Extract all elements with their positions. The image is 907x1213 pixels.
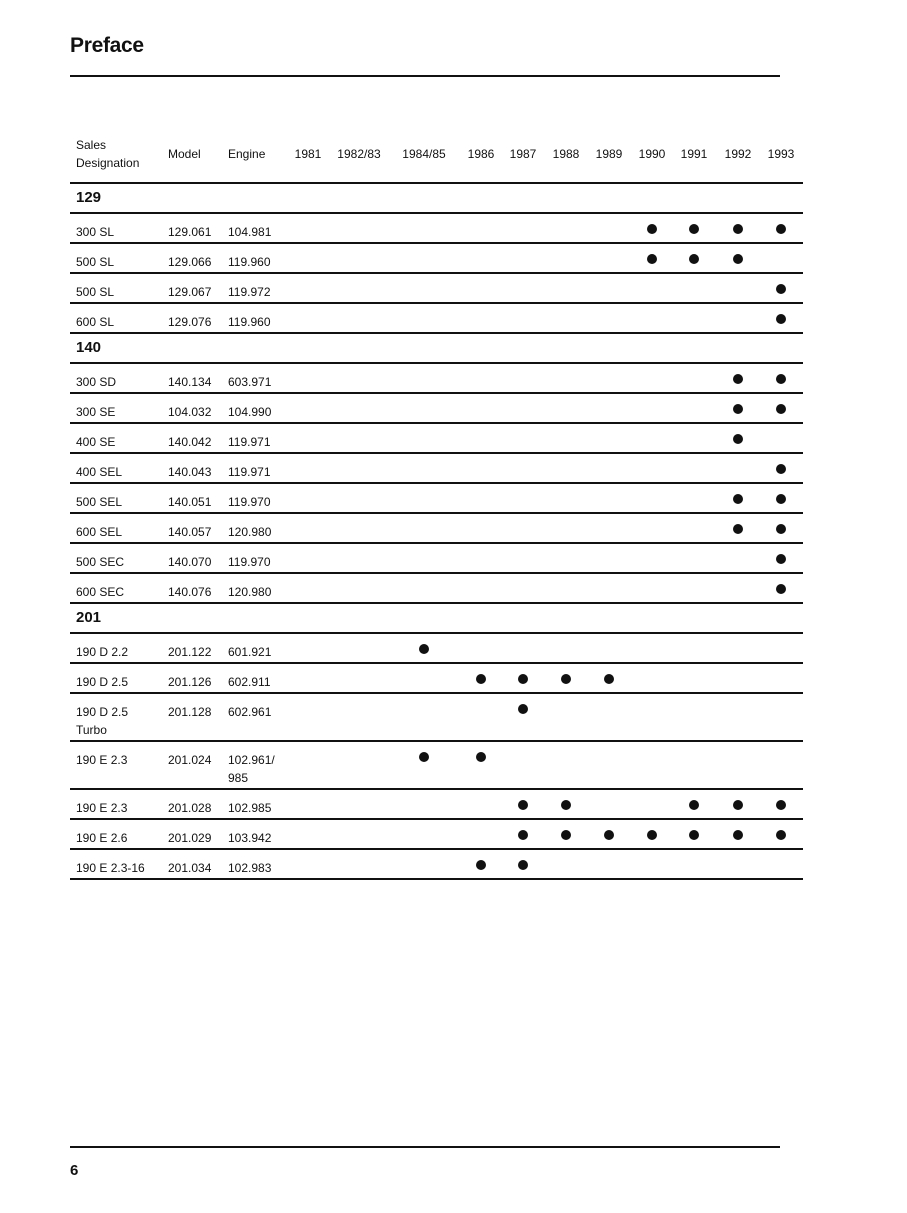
model-cell: 201.024 bbox=[168, 753, 212, 767]
sales-designation-cell: 190 E 2.3 bbox=[76, 753, 128, 767]
model-cell: 140.042 bbox=[168, 435, 212, 449]
availability-dot bbox=[689, 254, 699, 264]
engine-cell: 602.961 bbox=[228, 705, 272, 719]
group-label: 129 bbox=[76, 189, 102, 206]
engine-cell: 120.980 bbox=[228, 585, 272, 599]
header-year: 1991 bbox=[680, 147, 708, 161]
engine-cell: 102.985 bbox=[228, 801, 272, 815]
availability-dot bbox=[733, 434, 743, 444]
table-row bbox=[70, 514, 803, 544]
header-year: 1981 bbox=[294, 147, 322, 161]
availability-dot bbox=[689, 830, 699, 840]
availability-dot bbox=[776, 224, 786, 234]
model-cell: 201.034 bbox=[168, 861, 212, 875]
availability-dot bbox=[776, 830, 786, 840]
sales-designation-cell: 500 SL bbox=[76, 285, 115, 299]
availability-dot bbox=[776, 524, 786, 534]
page-number: 6 bbox=[70, 1162, 79, 1179]
header-year: 1992 bbox=[724, 147, 752, 161]
availability-dot bbox=[476, 674, 486, 684]
page-title: Preface bbox=[70, 34, 144, 57]
availability-dot bbox=[733, 254, 743, 264]
engine-cell: 119.960 bbox=[228, 315, 271, 329]
engine-cell: 119.970 bbox=[228, 555, 271, 569]
engine-cell: 102.983 bbox=[228, 861, 272, 875]
availability-dot bbox=[689, 224, 699, 234]
engine-cell: 119.971 bbox=[228, 465, 271, 479]
availability-dot bbox=[776, 494, 786, 504]
model-cell: 129.061 bbox=[168, 225, 212, 239]
table-row bbox=[70, 574, 803, 604]
availability-dot bbox=[733, 224, 743, 234]
availability-dot bbox=[776, 314, 786, 324]
group-label: 140 bbox=[76, 339, 102, 356]
model-cell: 129.067 bbox=[168, 285, 212, 299]
group-heading bbox=[70, 604, 803, 634]
sales-designation-cell: 400 SE bbox=[76, 435, 116, 449]
model-cell: 201.029 bbox=[168, 831, 212, 845]
table-row bbox=[70, 484, 803, 514]
availability-dot bbox=[476, 752, 486, 762]
table-row bbox=[70, 742, 803, 790]
model-cell: 129.066 bbox=[168, 255, 212, 269]
model-cell: 129.076 bbox=[168, 315, 212, 329]
sales-designation-cell: 190 D 2.5 bbox=[76, 675, 129, 689]
header-year: 1987 bbox=[509, 147, 537, 161]
availability-dot bbox=[776, 554, 786, 564]
availability-dot bbox=[518, 830, 528, 840]
availability-dot bbox=[518, 704, 528, 714]
engine-cell: 103.942 bbox=[228, 831, 272, 845]
header-year: 1986 bbox=[467, 147, 495, 161]
availability-dot bbox=[476, 860, 486, 870]
table-row bbox=[70, 424, 803, 454]
model-cell: 140.070 bbox=[168, 555, 212, 569]
availability-dot bbox=[604, 674, 614, 684]
sales-designation-cell: 300 SL bbox=[76, 225, 115, 239]
availability-dot bbox=[689, 800, 699, 810]
sales-designation-cell: 300 SD bbox=[76, 375, 117, 389]
header-sales-designation: Sales Designation bbox=[76, 138, 140, 170]
availability-dot bbox=[561, 800, 571, 810]
header-year: 1993 bbox=[767, 147, 795, 161]
table-row bbox=[70, 274, 803, 304]
group-label: 201 bbox=[76, 609, 102, 626]
sales-designation-cell: 600 SL bbox=[76, 315, 115, 329]
availability-dot bbox=[419, 752, 429, 762]
engine-cell: 120.980 bbox=[228, 525, 272, 539]
sales-designation-cell: 400 SEL bbox=[76, 465, 123, 479]
availability-dot bbox=[518, 860, 528, 870]
engine-cell: 119.972 bbox=[228, 285, 271, 299]
sales-designation-cell: 600 SEL bbox=[76, 525, 123, 539]
engine-cell: 119.970 bbox=[228, 495, 271, 509]
model-cell: 201.128 bbox=[168, 705, 212, 719]
model-cell: 201.122 bbox=[168, 645, 212, 659]
engine-cell: 104.990 bbox=[228, 405, 272, 419]
engine-cell: 119.971 bbox=[228, 435, 271, 449]
model-cell: 140.057 bbox=[168, 525, 212, 539]
availability-dot bbox=[518, 800, 528, 810]
sales-designation-cell: 190 D 2.5 Turbo bbox=[76, 705, 129, 737]
availability-dot bbox=[733, 404, 743, 414]
header-year: 1990 bbox=[638, 147, 666, 161]
table-row bbox=[70, 244, 803, 274]
sales-designation-cell: 500 SL bbox=[76, 255, 115, 269]
availability-dot bbox=[561, 830, 571, 840]
sales-designation-cell: 600 SEC bbox=[76, 585, 125, 599]
availability-dot bbox=[733, 830, 743, 840]
header-year: 1989 bbox=[595, 147, 623, 161]
table-row bbox=[70, 850, 803, 880]
header-year: 1984/85 bbox=[402, 147, 446, 161]
top-rule bbox=[70, 75, 780, 77]
header-engine: Engine bbox=[228, 147, 266, 161]
engine-cell: 119.960 bbox=[228, 255, 271, 269]
table-row bbox=[70, 364, 803, 394]
table-row bbox=[70, 454, 803, 484]
engine-cell: 102.961/ 985 bbox=[228, 753, 275, 785]
sales-designation-cell: 500 SEC bbox=[76, 555, 125, 569]
model-cell: 201.126 bbox=[168, 675, 212, 689]
sales-designation-cell: 500 SEL bbox=[76, 495, 123, 509]
availability-dot bbox=[776, 404, 786, 414]
table-row bbox=[70, 634, 803, 664]
group-heading bbox=[70, 184, 803, 214]
availability-dot bbox=[518, 674, 528, 684]
engine-cell: 603.971 bbox=[228, 375, 272, 389]
engine-cell: 104.981 bbox=[228, 225, 272, 239]
header-year: 1982/83 bbox=[337, 147, 381, 161]
sales-designation-cell: 190 E 2.3 bbox=[76, 801, 128, 815]
availability-dot bbox=[733, 800, 743, 810]
model-year-table bbox=[70, 130, 803, 880]
table-row bbox=[70, 694, 803, 742]
sales-designation-cell: 190 E 2.3-16 bbox=[76, 861, 145, 875]
availability-dot bbox=[776, 284, 786, 294]
sales-designation-cell: 300 SE bbox=[76, 405, 116, 419]
header-year: 1988 bbox=[552, 147, 580, 161]
availability-dot bbox=[733, 494, 743, 504]
table-row bbox=[70, 394, 803, 424]
table-row bbox=[70, 214, 803, 244]
model-cell: 140.076 bbox=[168, 585, 212, 599]
group-heading bbox=[70, 334, 803, 364]
model-cell: 104.032 bbox=[168, 405, 212, 419]
model-cell: 140.043 bbox=[168, 465, 212, 479]
bottom-rule bbox=[70, 1146, 780, 1148]
availability-dot bbox=[733, 524, 743, 534]
table-header bbox=[70, 130, 803, 184]
availability-dot bbox=[419, 644, 429, 654]
model-cell: 140.134 bbox=[168, 375, 212, 389]
availability-dot bbox=[733, 374, 743, 384]
engine-cell: 602.911 bbox=[228, 675, 271, 689]
table-row bbox=[70, 790, 803, 820]
availability-dot bbox=[776, 464, 786, 474]
availability-dot bbox=[561, 674, 571, 684]
availability-dot bbox=[647, 830, 657, 840]
availability-dot bbox=[776, 374, 786, 384]
table-row bbox=[70, 820, 803, 850]
availability-dot bbox=[647, 254, 657, 264]
availability-dot bbox=[776, 584, 786, 594]
engine-cell: 601.921 bbox=[228, 645, 272, 659]
model-cell: 201.028 bbox=[168, 801, 212, 815]
model-cell: 140.051 bbox=[168, 495, 212, 509]
sales-designation-cell: 190 E 2.6 bbox=[76, 831, 128, 845]
header-model: Model bbox=[168, 147, 201, 161]
table-row bbox=[70, 664, 803, 694]
availability-dot bbox=[776, 800, 786, 810]
table-row bbox=[70, 304, 803, 334]
table-row bbox=[70, 544, 803, 574]
availability-dot bbox=[604, 830, 614, 840]
sales-designation-cell: 190 D 2.2 bbox=[76, 645, 129, 659]
availability-dot bbox=[647, 224, 657, 234]
